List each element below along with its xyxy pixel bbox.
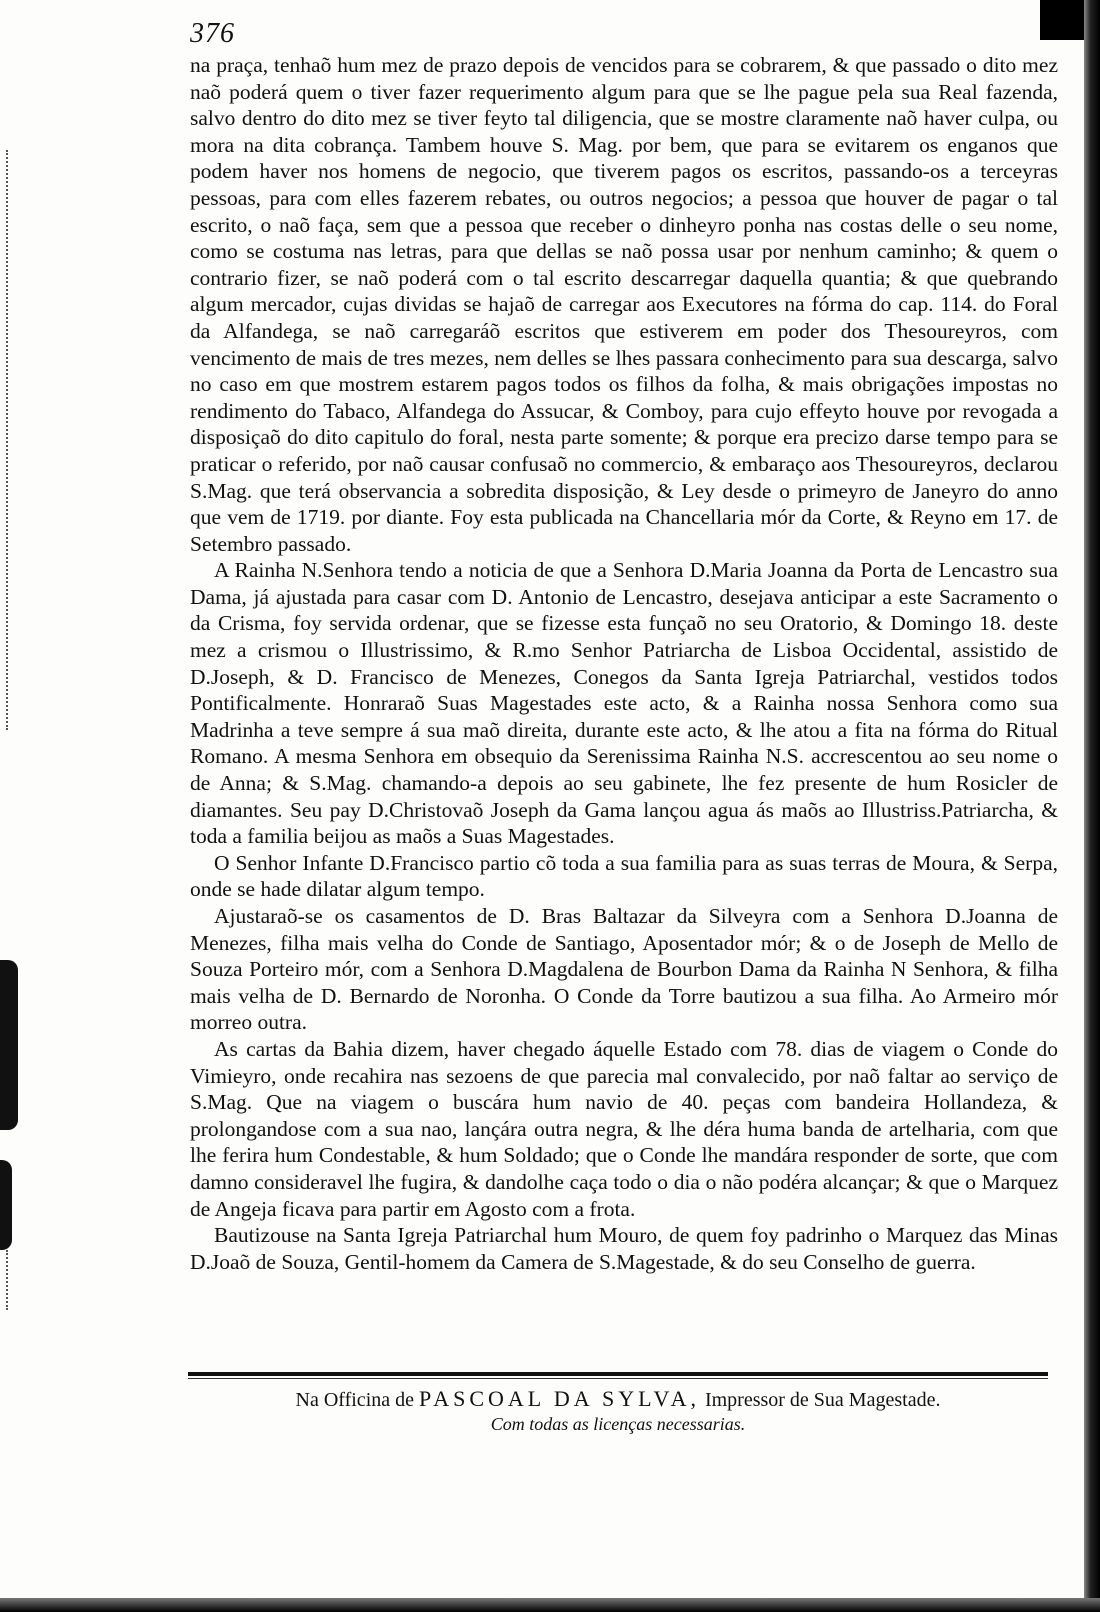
printer-imprint — [188, 1386, 1048, 1412]
page-number: 376 — [190, 18, 235, 49]
paragraph-bautismo: Bautizouse na Santa Igreja Patriarchal hum Mouro, de quem foy padrinho o Marquez das Minas D.Joaõ de Souza, Gentil-homem da Camera de S.Magestade, & do seu Conselho de guerra. — [190, 1223, 1058, 1274]
scan-bleed-marks — [6, 150, 68, 730]
article-body — [190, 52, 1058, 1275]
paragraph-crisma: A Rainha N.Senhora tendo a noticia de que a Senhora D.Maria Joanna da Porta de Lencastro sua Dama, já ajustada para casar com D. Antonio de Lencastro, desejava anticipar a este Sacramento o da Crisma, foy servida ordenar, que se fizesse esta funçaõ no seu Oratorio, & Domingo 18. deste mez a crismou o Illustrissimo, & R.mo Senhor Patriarcha de Lisboa Occidental, assistido de D.Joseph, & D. Francisco de Menezes, Conegos da Santa Igreja Patriarchal, vestidos todos Pontificalmente. Honraraõ Suas Magestades este acto, & a Rainha nossa Senhora como sua Madrinha a teve sempre á sua maõ direita, durante este acto, & lhe atou a fita na fórma do Ritual Romano. A mesma Senhora em obsequio da Serenissima Rainha N.S. accrescentou ao seu nome o de Anna; & S.Mag. chamando-a depois ao seu gabinete, lhe fez presente de hum Rosicler de diamantes. Seu pay D.Christovaõ Joseph da Gama lançou agua ás maõs ao Illustriss.Patriarcha, & toda a familia beijou as maõs a Suas Magestades. — [190, 558, 1058, 849]
imprint-suffix: Impressor de Sua Magestade. — [704, 1389, 941, 1411]
scan-bleed-marks — [6, 1250, 68, 1310]
paragraph-casamentos: Ajustaraõ-se os casamentos de D. Bras Baltazar da Silveyra com a Senhora D.Joanna de Menezes, filha mais velha do Conde de Santiago, Aposentador mór; & o de Joseph de Mello de Souza Porteiro mór, com a Senhora D.Magdalena de Bourbon Dama da Rainha N Senhora, & filha mais velha de D. Bernardo de Noronha. O Conde da Torre bautizou a sua filha. Ao Armeiro mór morreo outra. — [190, 904, 1058, 1035]
paragraph-decree: na praça, tenhaõ hum mez de prazo depois de vencidos para se cobrarem, & que passado o dito mez naõ poderá quem o tiver fazer requerimento algum para que se lhe pague pela sua Real fazenda, salvo dentro do dito mez se tiver feyto tal diligencia, que se mostre claramente naõ haver culpa, ou mora na dita cobrança. Tambem houve S. Mag. por bem, que para se evitarem os enganos que podem haver nos homens de negocio, que tiverem pagos os escritos, passando-os a terceyras pessoas, para com elles fazerem rebates, ou outros negocios; a pessoa que houver de pagar o tal escrito, o naõ faça, sem que a pessoa que receber o dinheyro ponha nas costas delle o seu nome, como se costuma nas letras, para que dellas se naõ possa usar por nenhum caminho; & quem o contrario fizer, se naõ poderá com o tal escrito descarregar daquella quantia; & que quebrando algum mercador, cujas dividas se hajaõ de carregar aos Executores na fórma do cap. 114. do Foral da Alfandega, se naõ carregaráõ escritos que estiverem em poder dos Thesoureyros, com vencimento de mais de tres mezes, nem delles se lhes passara conhecimento para sua descarga, salvo no caso em que mostrem estarem pagos todos os filhos da folha, & mais obrigações impostas no rendimento do Tabaco, Alfandega do Assucar, & Comboy, para cujo effeyto houve por revogada a disposiçaõ do dito capitulo do foral, nesta parte somente; & porque era precizo darse tempo para se praticar o referido, por naõ causar confusaõ no commercio, & embaraço aos Thesoureyros, declarou S.Mag. que terá observancia a sobredita disposição, & Ley desde o primeyro de Janeyro do anno que vem de 1719. por diante. Foy esta publicada na Chancellaria mór da Corte, & Reyno em 17. de Setembro passado. — [190, 53, 1058, 556]
imprint-printer: PASCOAL DA SYLVA, — [419, 1386, 700, 1411]
footer-rule — [188, 1372, 1048, 1376]
scan-edge-bottom — [0, 1598, 1100, 1612]
paragraph-infante: O Senhor Infante D.Francisco partio cõ toda a sua familia para as suas terras de Moura, & Serpa, onde se hade dilatar algum tempo. — [190, 850, 1058, 902]
scan-edge-right — [1084, 0, 1100, 1612]
paragraph-bahia: As cartas da Bahia dizem, haver chegado áquelle Estado com 78. dias de viagem o Conde do Vimieyro, onde recahira nas sezoens de que parecia mal convalecido, por naõ faltar ao serviço de S.Mag. Que na viagem o buscára hum navio de 40. peças com bandeira Hollandeza, & prolongandose com a sua nao, lançára outra negra, & lhe déra huma banda de artelharia, com que lhe ferira hum Condestable, & hum Soldado; que o Conde lhe mandára responder de sorte, que com damno consideravel lhe fugira, & dandolhe caça todo o dia o não podéra alcançar; & que o Marquez de Angeja ficava para partir em Agosto com a frota. — [190, 1036, 1058, 1221]
imprint-prefix: Na Officina de — [295, 1389, 414, 1411]
footer-rule-thin — [188, 1378, 1048, 1379]
scan-smudge — [0, 1160, 12, 1250]
licence-line: Com todas as licenças necessarias. — [490, 1414, 746, 1434]
scan-smudge — [0, 960, 18, 1130]
